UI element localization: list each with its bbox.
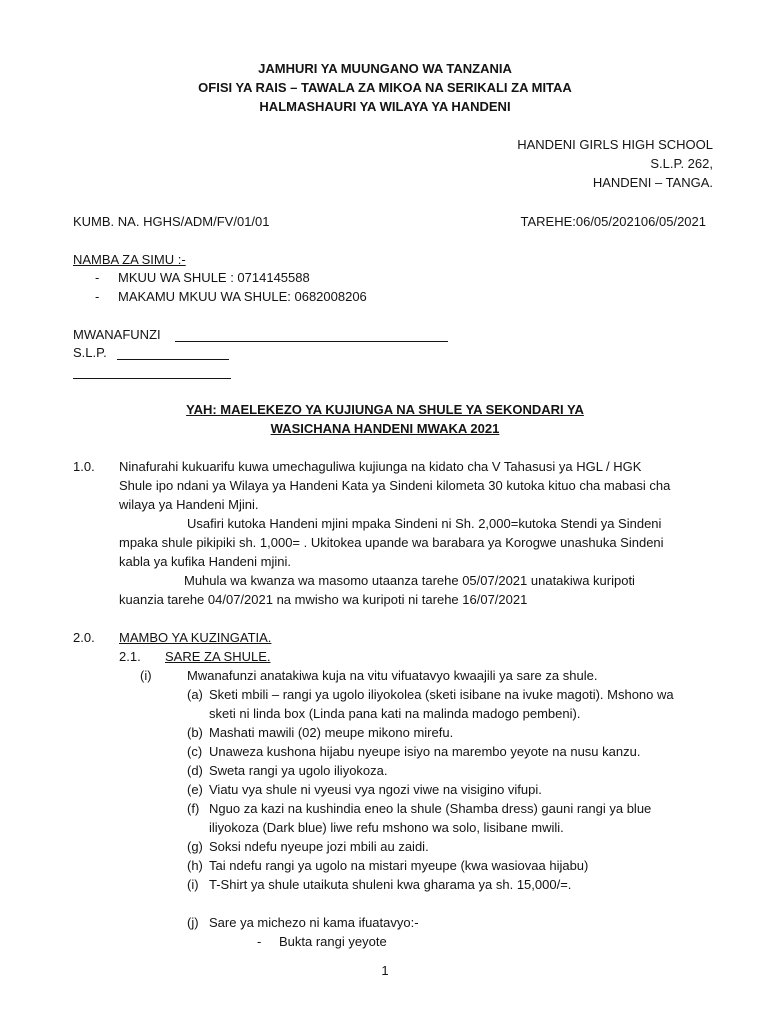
list-item-text: Soksi ndefu nyeupe jozi mbili au zaidi. [209,839,429,854]
section-1-line: kuanzia tarehe 04/07/2021 na mwisho wa kuripoti ni tarehe 16/07/2021 [119,592,528,607]
list-item-label: (d) [187,763,203,778]
list-item-text: T-Shirt ya shule utaikuta shuleni kwa gharama ya sh. 15,000/=. [209,877,572,892]
list-item-text: Sare ya michezo ni kama ifuatavyo:- [209,915,419,930]
list-item-label: (b) [187,725,203,740]
list-item-label: (g) [187,839,203,854]
list-item-label: (j) [187,915,199,930]
section-1-line: wilaya ya Handeni Mjini. [119,497,259,512]
list-item-text: Tai ndefu rangi ya ugolo na mistari myeupe (kwa wasiovaa hijabu) [209,858,589,873]
section-2-title: MAMBO YA KUZINGATIA. [119,630,272,645]
item-label: (i) [140,668,152,683]
header-office: OFISI YA RAIS – TAWALA ZA MIKOA NA SERIKALI ZA MITAA [198,80,572,95]
subsection-title: SARE ZA SHULE. [165,649,271,664]
list-item-text: Unaweza kushona hijabu nyeupe isiyo na marembo yeyote na nusu kanzu. [209,744,641,759]
section-1-line: Muhula wa kwanza wa masomo utaanza tarehe 05/07/2021 unatakiwa kuripoti [184,573,635,588]
list-item-text: Sketi mbili – rangi ya ugolo iliyokolea (sketi isibane na ivuke magoti). Mshono wa [209,687,674,702]
phone-deputy-head: MAKAMU MKUU WA SHULE: 0682008206 [118,289,367,304]
list-item-label: (i) [187,877,199,892]
list-item-text: Nguo za kazi na kushindia eneo la shule (Shamba dress) gauni rangi ya blue [209,801,652,816]
subject-line-2: WASICHANA HANDENI MWAKA 2021 [270,421,500,436]
list-item-text: Mashati mawili (02) meupe mikono mirefu. [209,725,454,740]
header-republic: JAMHURI YA MUUNGANO WA TANZANIA [258,61,512,76]
phone-dash: - [95,289,100,304]
student-name-blank [175,341,448,342]
list-item-label: (a) [187,687,203,702]
subject-line-1: YAH: MAELEKEZO YA KUJIUNGA NA SHULE YA SEKONDARI YA [186,402,584,417]
list-item-label: (e) [187,782,203,797]
list-item-text: sketi ni linda box (Linda pana kati na malinda madogo pembeni). [209,706,581,721]
section-1-line: Shule ipo ndani ya Wilaya ya Handeni Kata ya Sindeni kilometa 30 kutoka kituo cha mabasi cha [119,478,671,493]
list-item-label: (f) [187,801,200,816]
box-number-blank [117,359,229,360]
reference-number: KUMB. NA. HGHS/ADM/FV/01/01 [73,214,270,229]
phone-head-of-school: MKUU WA SHULE : 0714145588 [118,270,310,285]
subsection-number: 2.1. [119,649,141,664]
list-item-label: (h) [187,858,203,873]
school-name: HANDENI GIRLS HIGH SCHOOL [517,137,713,152]
header-council: HALMASHAURI YA WILAYA YA HANDENI [259,99,511,114]
school-box: S.L.P. 262, [650,156,713,171]
letter-date: TAREHE:06/05/202106/05/2021 [520,214,706,229]
box-label: S.L.P. [73,345,107,360]
sublist-dash: - [257,934,262,949]
address-blank [73,378,231,379]
section-1-line: Usafiri kutoka Handeni mjini mpaka Sindeni ni Sh. 2,000=kutoka Stendi ya Sindeni [187,516,662,531]
list-item-text: iliyokoza (Dark blue) liwe refu mshono wa solo, lisibane mwili. [209,820,564,835]
phones-title: NAMBA ZA SIMU :- [73,252,186,267]
section-2-number: 2.0. [73,630,95,645]
phone-dash: - [95,270,100,285]
section-1-line: mpaka shule pikipiki sh. 1,000= . Ukitokea upande wa barabara ya Korogwe unashuka Sindeni [119,535,664,550]
section-1-number: 1.0. [73,459,95,474]
sublist-item: Bukta rangi yeyote [279,934,387,949]
school-town: HANDENI – TANGA. [592,175,713,190]
list-item-text: Viatu vya shule ni vyeusi vya ngozi viwe na visigino vifupi. [209,782,542,797]
section-1-line: kabla ya kufika Handeni mjini. [119,554,291,569]
section-1-line: Ninafurahi kukuarifu kuwa umechaguliwa kujiunga na kidato cha V Tahasusi ya HGL / HGK [119,459,642,474]
student-label: MWANAFUNZI [73,327,161,342]
list-item-label: (c) [187,744,203,759]
item-text: Mwanafunzi anatakiwa kuja na vitu vifuatavyo kwaajili ya sare za shule. [187,668,598,683]
page-number: 1 [381,963,389,978]
list-item-text: Sweta rangi ya ugolo iliyokoza. [209,763,388,778]
